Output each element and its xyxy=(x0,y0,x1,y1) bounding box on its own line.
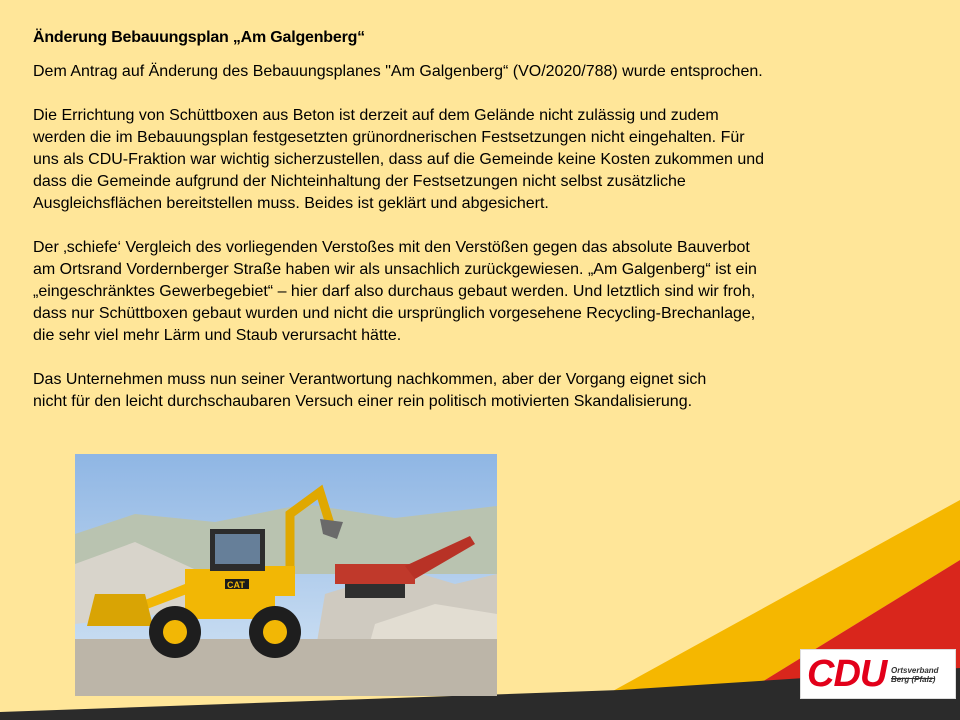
paragraph-3: Der ‚schiefe‘ Vergleich des vorliegenden Verstoßes mit den Verstößen gegen das absolute Bauverbot am Ortsrand Vordernberger Straße haben wir als unsachlich zurückgewiesen. „Am Galgenberg“ ist ein „eingeschränktes Gewerbegebiet“ – hier darf also durchaus gebaut werden. Und letztlich sind wir froh, dass nur Schüttboxen gebaut wurden und nicht die ursprünglich vorgesehene Recycling-Brechanlage, die sehr viel mehr Lärm und Staub verursacht hätte. xyxy=(33,239,757,344)
paragraph-1: Dem Antrag auf Änderung des Bebauungsplanes "Am Galgenberg“ (VO/2020/788) wurde entsprochen. xyxy=(33,63,763,80)
cdu-logo xyxy=(800,649,956,699)
logo-subtitle-line-2: Berg (Pfalz) xyxy=(891,675,936,684)
slide-title: Änderung Bebauungsplan „Am Galgenberg“ xyxy=(33,29,365,46)
paragraph-2: Die Errichtung von Schüttboxen aus Beton ist derzeit auf dem Gelände nicht zulässig und zudem werden die im Bebauungsplan festgesetzten grünordnerischen Festsetzungen nicht eingehalten. Für uns als CDU-Fraktion war wichtig sicherzustellen, dass auf die Gemeinde keine Kosten zukommen und dass die Gemeinde aufgrund der Nichteinhaltung der Festsetzungen nicht selbst zusätzliche Ausgleichsflächen bereitstellen muss. Beides ist geklärt und abgesichert. xyxy=(33,107,765,212)
construction-site-photo xyxy=(75,454,497,696)
cdu-logo-wordmark: CDU xyxy=(807,653,887,695)
cdu-logo-subtitle xyxy=(891,666,953,684)
logo-subtitle-line-1: Ortsverband xyxy=(891,666,939,675)
wheel-loader-illustration xyxy=(75,454,497,696)
paragraph-4: Das Unternehmen muss nun seiner Verantwortung nachkommen, aber der Vorgang eignet sich nicht für den leicht durchschaubaren Versuch einer rein politisch motivierten Skandalisierung. xyxy=(33,371,707,410)
slide-body xyxy=(33,61,913,413)
machine-badge: CAT xyxy=(227,580,245,590)
